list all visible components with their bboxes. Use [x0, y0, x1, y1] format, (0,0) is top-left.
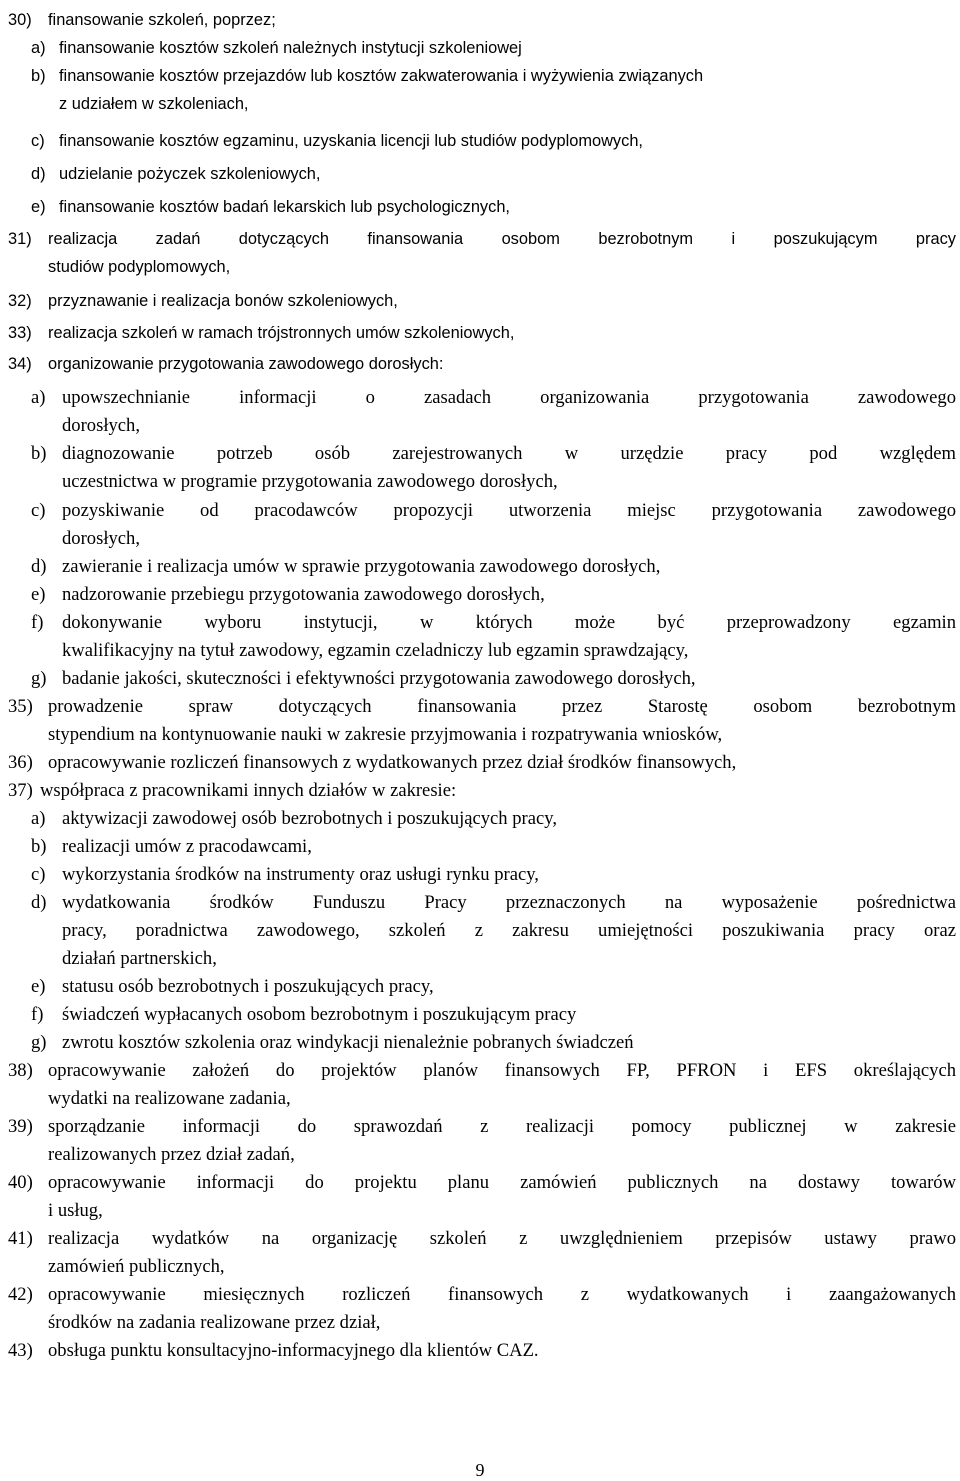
list-item-35 [0, 693, 960, 721]
list-item-34e [0, 581, 960, 609]
list-item-37d-cont1 [0, 917, 960, 945]
list-item-34b [0, 440, 960, 468]
item-number: 30) [8, 11, 32, 29]
list-item-34 [0, 350, 960, 378]
list-item-39-cont [0, 1141, 960, 1169]
item-text: wydatki na realizowane zadania, [48, 1088, 291, 1109]
list-item-42 [0, 1281, 960, 1309]
item-text: i usług, [48, 1200, 103, 1221]
item-letter: g) [31, 668, 47, 689]
item-letter: f) [31, 612, 44, 633]
list-item-31 [0, 225, 960, 253]
list-item-41 [0, 1225, 960, 1253]
list-item-34b-cont [0, 468, 960, 496]
item-text: upowszechnianie informacji o zasadach organizowania przygotowania zawodowego [62, 387, 956, 408]
list-item-43 [0, 1337, 960, 1365]
item-number: 33) [8, 324, 32, 342]
item-number: 37) [8, 780, 33, 801]
list-item-37g [0, 1029, 960, 1057]
item-text: uczestnictwa w programie przygotowania zawodowego dorosłych, [62, 471, 558, 492]
item-text: środków na zadania realizowane przez dział, [48, 1312, 381, 1333]
list-item-30d [0, 160, 960, 188]
item-letter: e) [31, 584, 46, 605]
item-text: studiów podyplomowych, [48, 258, 231, 276]
list-item-34f [0, 609, 960, 637]
list-item-30e [0, 193, 960, 221]
item-text: zamówień publicznych, [48, 1256, 225, 1277]
item-letter: d) [31, 165, 46, 183]
item-text: obsługa punktu konsultacyjno-informacyjnego dla klientów CAZ. [48, 1340, 539, 1361]
item-letter: g) [31, 1032, 47, 1053]
item-letter: a) [31, 39, 46, 57]
item-text: zawieranie i realizacja umów w sprawie przygotowania zawodowego dorosłych, [62, 556, 661, 577]
item-number: 38) [8, 1060, 33, 1081]
list-item-36 [0, 749, 960, 777]
item-text: finansowanie kosztów egzaminu, uzyskania licencji lub studiów podyplomowych, [59, 132, 643, 150]
list-item-32 [0, 287, 960, 315]
item-text: z udziałem w szkoleniach, [59, 95, 249, 113]
list-item-30b-cont [0, 90, 960, 118]
list-item-34g [0, 665, 960, 693]
list-item-37 [0, 777, 960, 805]
item-text: sporządzanie informacji do sprawozdań z realizacji pomocy publicznej w zakresie [48, 1116, 956, 1137]
item-text: realizowanych przez dział zadań, [48, 1144, 295, 1165]
item-text: wydatkowania środków Funduszu Pracy przeznaczonych na wyposażenie pośrednictwa [62, 892, 956, 913]
list-item-42-cont [0, 1309, 960, 1337]
item-text: pozyskiwanie od pracodawców propozycji utworzenia miejsc przygotowania zawodowego [62, 500, 956, 521]
item-text: udzielanie pożyczek szkoleniowych, [59, 165, 321, 183]
item-text: dorosłych, [62, 528, 140, 549]
list-item-37a [0, 805, 960, 833]
item-text: działań partnerskich, [62, 948, 217, 969]
item-number: 31) [8, 230, 32, 248]
item-text: realizacja zadań dotyczących finansowania osobom bezrobotnym i poszukującym pracy [48, 230, 956, 248]
list-item-37f [0, 1001, 960, 1029]
item-letter: c) [31, 132, 45, 150]
list-item-37d [0, 889, 960, 917]
item-text: prowadzenie spraw dotyczących finansowania przez Starostę osobom bezrobotnym [48, 696, 956, 717]
item-number: 36) [8, 752, 33, 773]
item-text: świadczeń wypłacanych osobom bezrobotnym i poszukującym pracy [62, 1004, 577, 1025]
item-letter: e) [31, 976, 46, 997]
list-item-37c [0, 861, 960, 889]
item-text: kwalifikacyjny na tytuł zawodowy, egzamin czeladniczy lub egzamin sprawdzający, [62, 640, 689, 661]
item-text: aktywizacji zawodowej osób bezrobotnych i poszukujących pracy, [62, 808, 557, 829]
item-letter: b) [31, 836, 47, 857]
item-text: realizacji umów z pracodawcami, [62, 836, 312, 857]
item-text: finansowanie kosztów badań lekarskich lub psychologicznych, [59, 198, 510, 216]
item-text: dorosłych, [62, 415, 140, 436]
list-item-37d-cont2 [0, 945, 960, 973]
list-item-38-cont [0, 1085, 960, 1113]
item-text: finansowanie kosztów szkoleń należnych instytucji szkoleniowej [59, 39, 522, 57]
item-text: opracowywanie miesięcznych rozliczeń finansowych z wydatkowanych i zaangażowanych [48, 1284, 956, 1305]
item-letter: f) [31, 1004, 44, 1025]
list-item-41-cont [0, 1253, 960, 1281]
item-number: 40) [8, 1172, 33, 1193]
list-item-37b [0, 833, 960, 861]
item-letter: d) [31, 892, 47, 913]
item-text: diagnozowanie potrzeb osób zarejestrowanych w urzędzie pracy pod względem [62, 443, 956, 464]
item-letter: a) [31, 808, 46, 829]
item-text: opracowywanie informacji do projektu planu zamówień publicznych na dostawy towarów [48, 1172, 956, 1193]
list-item-34a [0, 384, 960, 412]
page-number: 9 [475, 1460, 485, 1480]
item-letter: b) [31, 443, 47, 464]
item-text: realizacja wydatków na organizację szkoleń z uwzględnieniem przepisów ustawy prawo [48, 1228, 956, 1249]
item-letter: c) [31, 864, 46, 885]
item-text: nadzorowanie przebiegu przygotowania zawodowego dorosłych, [62, 584, 545, 605]
list-item-35-cont [0, 721, 960, 749]
item-number: 41) [8, 1228, 33, 1249]
list-item-39 [0, 1113, 960, 1141]
list-item-34f-cont [0, 637, 960, 665]
item-text: organizowanie przygotowania zawodowego dorosłych: [48, 355, 444, 373]
list-item-38 [0, 1057, 960, 1085]
item-text: badanie jakości, skuteczności i efektywności przygotowania zawodowego dorosłych, [62, 668, 696, 689]
item-text: dokonywanie wyboru instytucji, w których może być przeprowadzony egzamin [62, 612, 956, 633]
item-text: wykorzystania środków na instrumenty oraz usługi rynku pracy, [62, 864, 539, 885]
item-number: 39) [8, 1116, 33, 1137]
item-number: 42) [8, 1284, 33, 1305]
item-text: finansowanie szkoleń, poprzez; [48, 11, 276, 29]
item-number: 32) [8, 292, 32, 310]
list-item-34c [0, 497, 960, 525]
list-item-30a [0, 34, 960, 62]
item-number: 43) [8, 1340, 33, 1361]
item-text: przyznawanie i realizacja bonów szkoleniowych, [48, 292, 398, 310]
item-number: 34) [8, 355, 32, 373]
item-text: stypendium na kontynuowanie nauki w zakresie przyjmowania i rozpatrywania wniosków, [48, 724, 723, 745]
list-item-34d [0, 553, 960, 581]
item-text: statusu osób bezrobotnych i poszukujących pracy, [62, 976, 434, 997]
item-text: zwrotu kosztów szkolenia oraz windykacji nienależnie pobranych świadczeń [62, 1032, 634, 1053]
item-number: 35) [8, 696, 33, 717]
list-item-40-cont [0, 1197, 960, 1225]
list-item-31-cont [0, 253, 960, 281]
list-item-40 [0, 1169, 960, 1197]
item-letter: c) [31, 500, 46, 521]
item-letter: d) [31, 556, 47, 577]
list-item-30c [0, 127, 960, 155]
item-text: realizacja szkoleń w ramach trójstronnych umów szkoleniowych, [48, 324, 515, 342]
item-letter: a) [31, 387, 46, 408]
item-letter: e) [31, 198, 46, 216]
item-text: współpraca z pracownikami innych działów w zakresie: [40, 780, 457, 801]
list-item-34c-cont [0, 525, 960, 553]
item-text: finansowanie kosztów przejazdów lub kosztów zakwaterowania i wyżywienia związanych [59, 67, 704, 85]
item-text: opracowywanie rozliczeń finansowych z wydatkowanych przez dział środków finansowych, [48, 752, 737, 773]
item-letter: b) [31, 67, 46, 85]
list-item-30 [0, 6, 960, 34]
list-item-33 [0, 319, 960, 347]
list-item-30b [0, 62, 960, 90]
item-text: opracowywanie założeń do projektów planów finansowych FP, PFRON i EFS określających [48, 1060, 956, 1081]
item-text: pracy, poradnictwa zawodowego, szkoleń z zakresu umiejętności poszukiwania pracy oraz [62, 920, 956, 941]
list-item-37e [0, 973, 960, 1001]
list-item-34a-cont [0, 412, 960, 440]
